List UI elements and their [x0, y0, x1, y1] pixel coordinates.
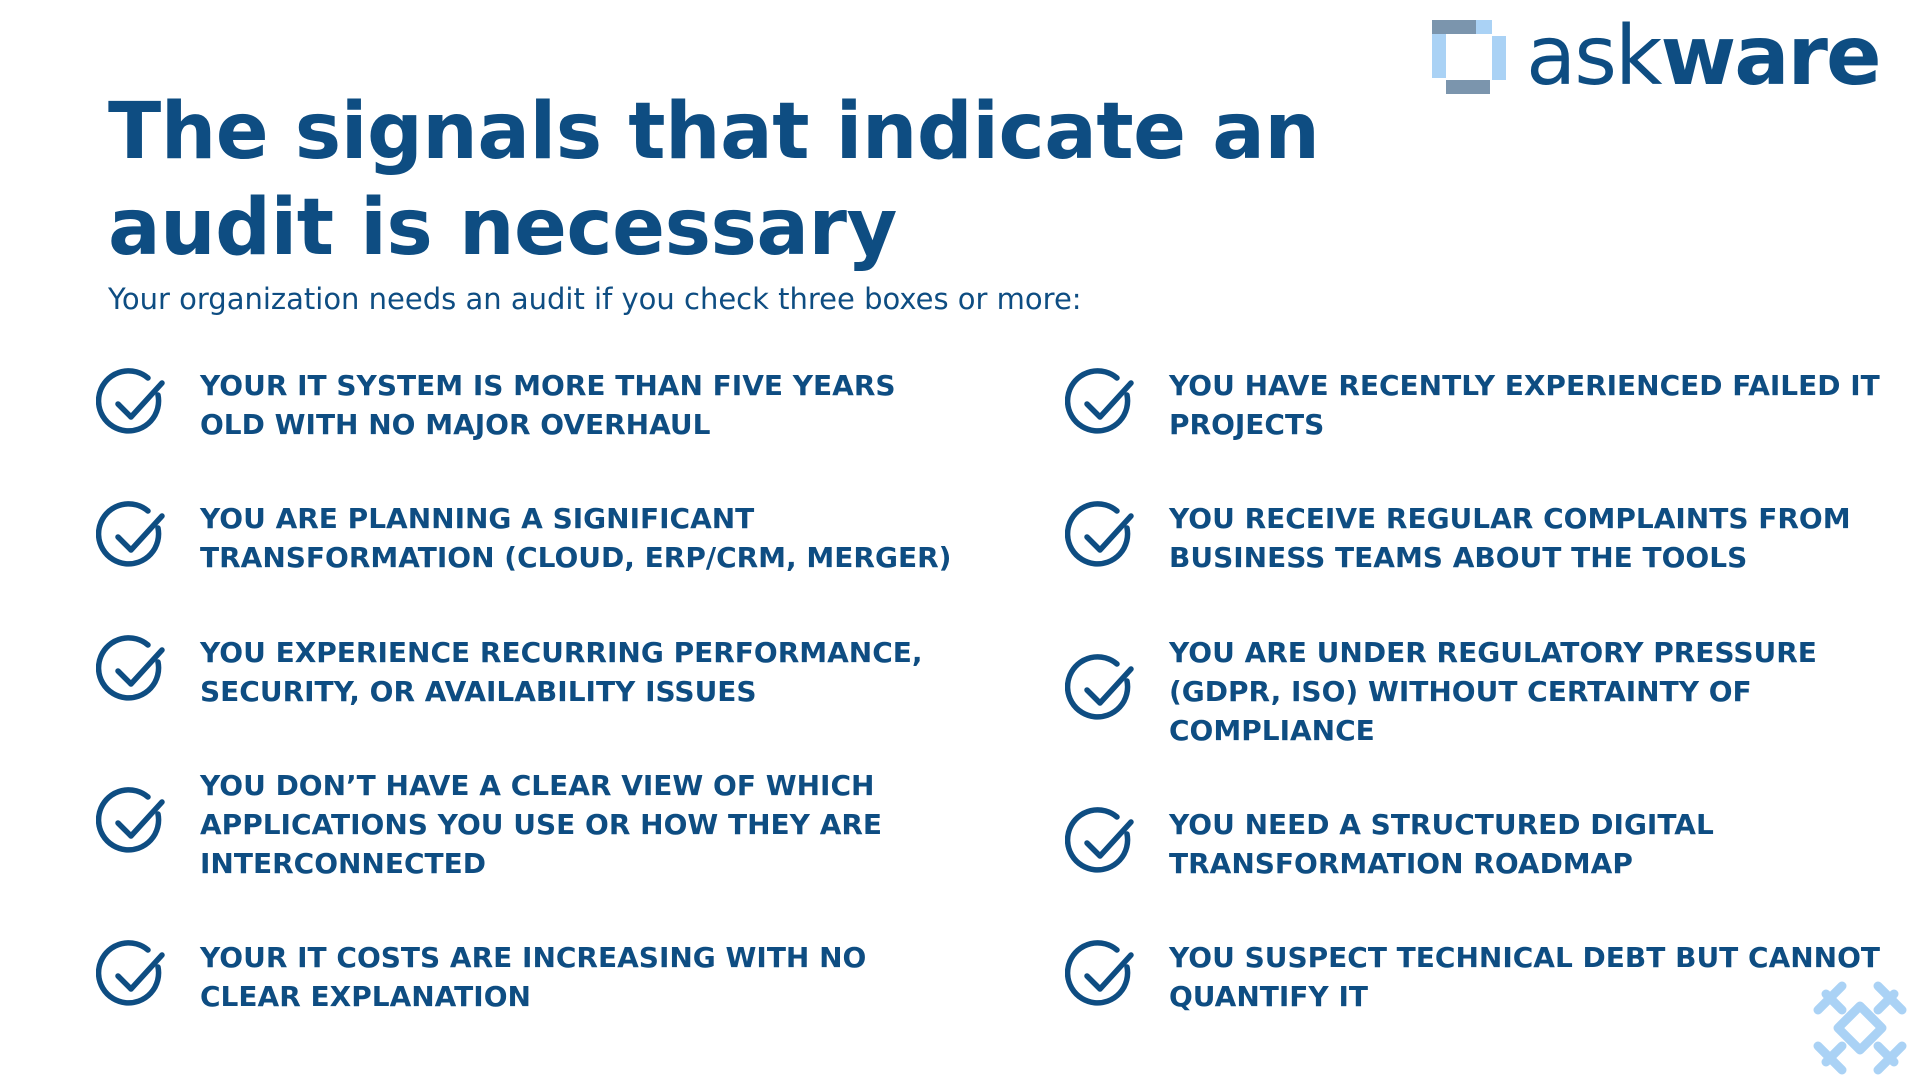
check-circle-icon: [1065, 367, 1141, 443]
askware-logo-icon: [1432, 20, 1506, 94]
check-circle-icon: [96, 500, 172, 576]
list-item: [96, 766, 956, 883]
check-circle-icon: [1065, 806, 1141, 882]
list-item-text: YOU EXPERIENCE RECURRING PERFORMANCE, SECURITY, OR AVAILABILITY ISSUES: [200, 635, 923, 708]
check-circle-icon: [1065, 939, 1141, 1015]
list-item: [1065, 499, 1905, 577]
signals-list-left: [96, 366, 956, 1016]
list-item-text: YOU ARE PLANNING A SIGNIFICANT TRANSFORMATION (CLOUD, ERP/CRM, MERGER): [200, 502, 952, 575]
check-circle-icon: [96, 367, 172, 443]
brand-wordmark-bold: ware: [1660, 9, 1880, 104]
check-circle-icon: [1065, 500, 1141, 576]
page-subtitle: Your organization needs an audit if you check three boxes or more:: [108, 282, 1082, 316]
list-item: [96, 938, 956, 1016]
list-item-text: YOU RECEIVE REGULAR COMPLAINTS FROM BUSINESS TEAMS ABOUT THE TOOLS: [1169, 502, 1851, 575]
brand-wordmark: [1526, 9, 1880, 104]
x-mark-icon: [1812, 980, 1908, 1076]
list-item-text: YOU NEED A STRUCTURED DIGITAL TRANSFORMATION ROADMAP: [1169, 807, 1714, 880]
list-item: [1065, 805, 1905, 883]
list-item-text: YOUR IT COSTS ARE INCREASING WITH NO CLEAR EXPLANATION: [200, 941, 867, 1013]
list-item: [1065, 633, 1905, 750]
list-item-text: YOU HAVE RECENTLY EXPERIENCED FAILED IT PROJECTS: [1169, 369, 1880, 441]
list-item: [1065, 938, 1905, 1016]
list-item-text: YOUR IT SYSTEM IS MORE THAN FIVE YEARS OLD WITH NO MAJOR OVERHAUL: [200, 369, 896, 441]
signals-list-right: [1065, 366, 1905, 1016]
list-item: [1065, 366, 1905, 444]
check-circle-icon: [96, 939, 172, 1015]
list-item-text: YOU ARE UNDER REGULATORY PRESSURE (GDPR, ISO) WITHOUT CERTAINTY OF COMPLIANCE: [1169, 635, 1817, 747]
check-circle-icon: [96, 786, 172, 862]
page-title: The signals that indicate an audit is necessary: [108, 87, 1320, 273]
brand-logo: [1432, 9, 1880, 104]
list-item-text: YOU SUSPECT TECHNICAL DEBT BUT CANNOT QUANTIFY IT: [1169, 941, 1881, 1013]
check-circle-icon: [1065, 653, 1141, 729]
check-circle-icon: [96, 634, 172, 710]
brand-wordmark-light: ask: [1526, 9, 1661, 104]
list-item: [96, 633, 956, 711]
list-item: [96, 366, 956, 444]
list-item-text: YOU DON’T HAVE A CLEAR VIEW OF WHICH APPLICATIONS YOU USE OR HOW THEY ARE INTERCONNECTED: [200, 768, 883, 880]
list-item: [96, 499, 956, 577]
